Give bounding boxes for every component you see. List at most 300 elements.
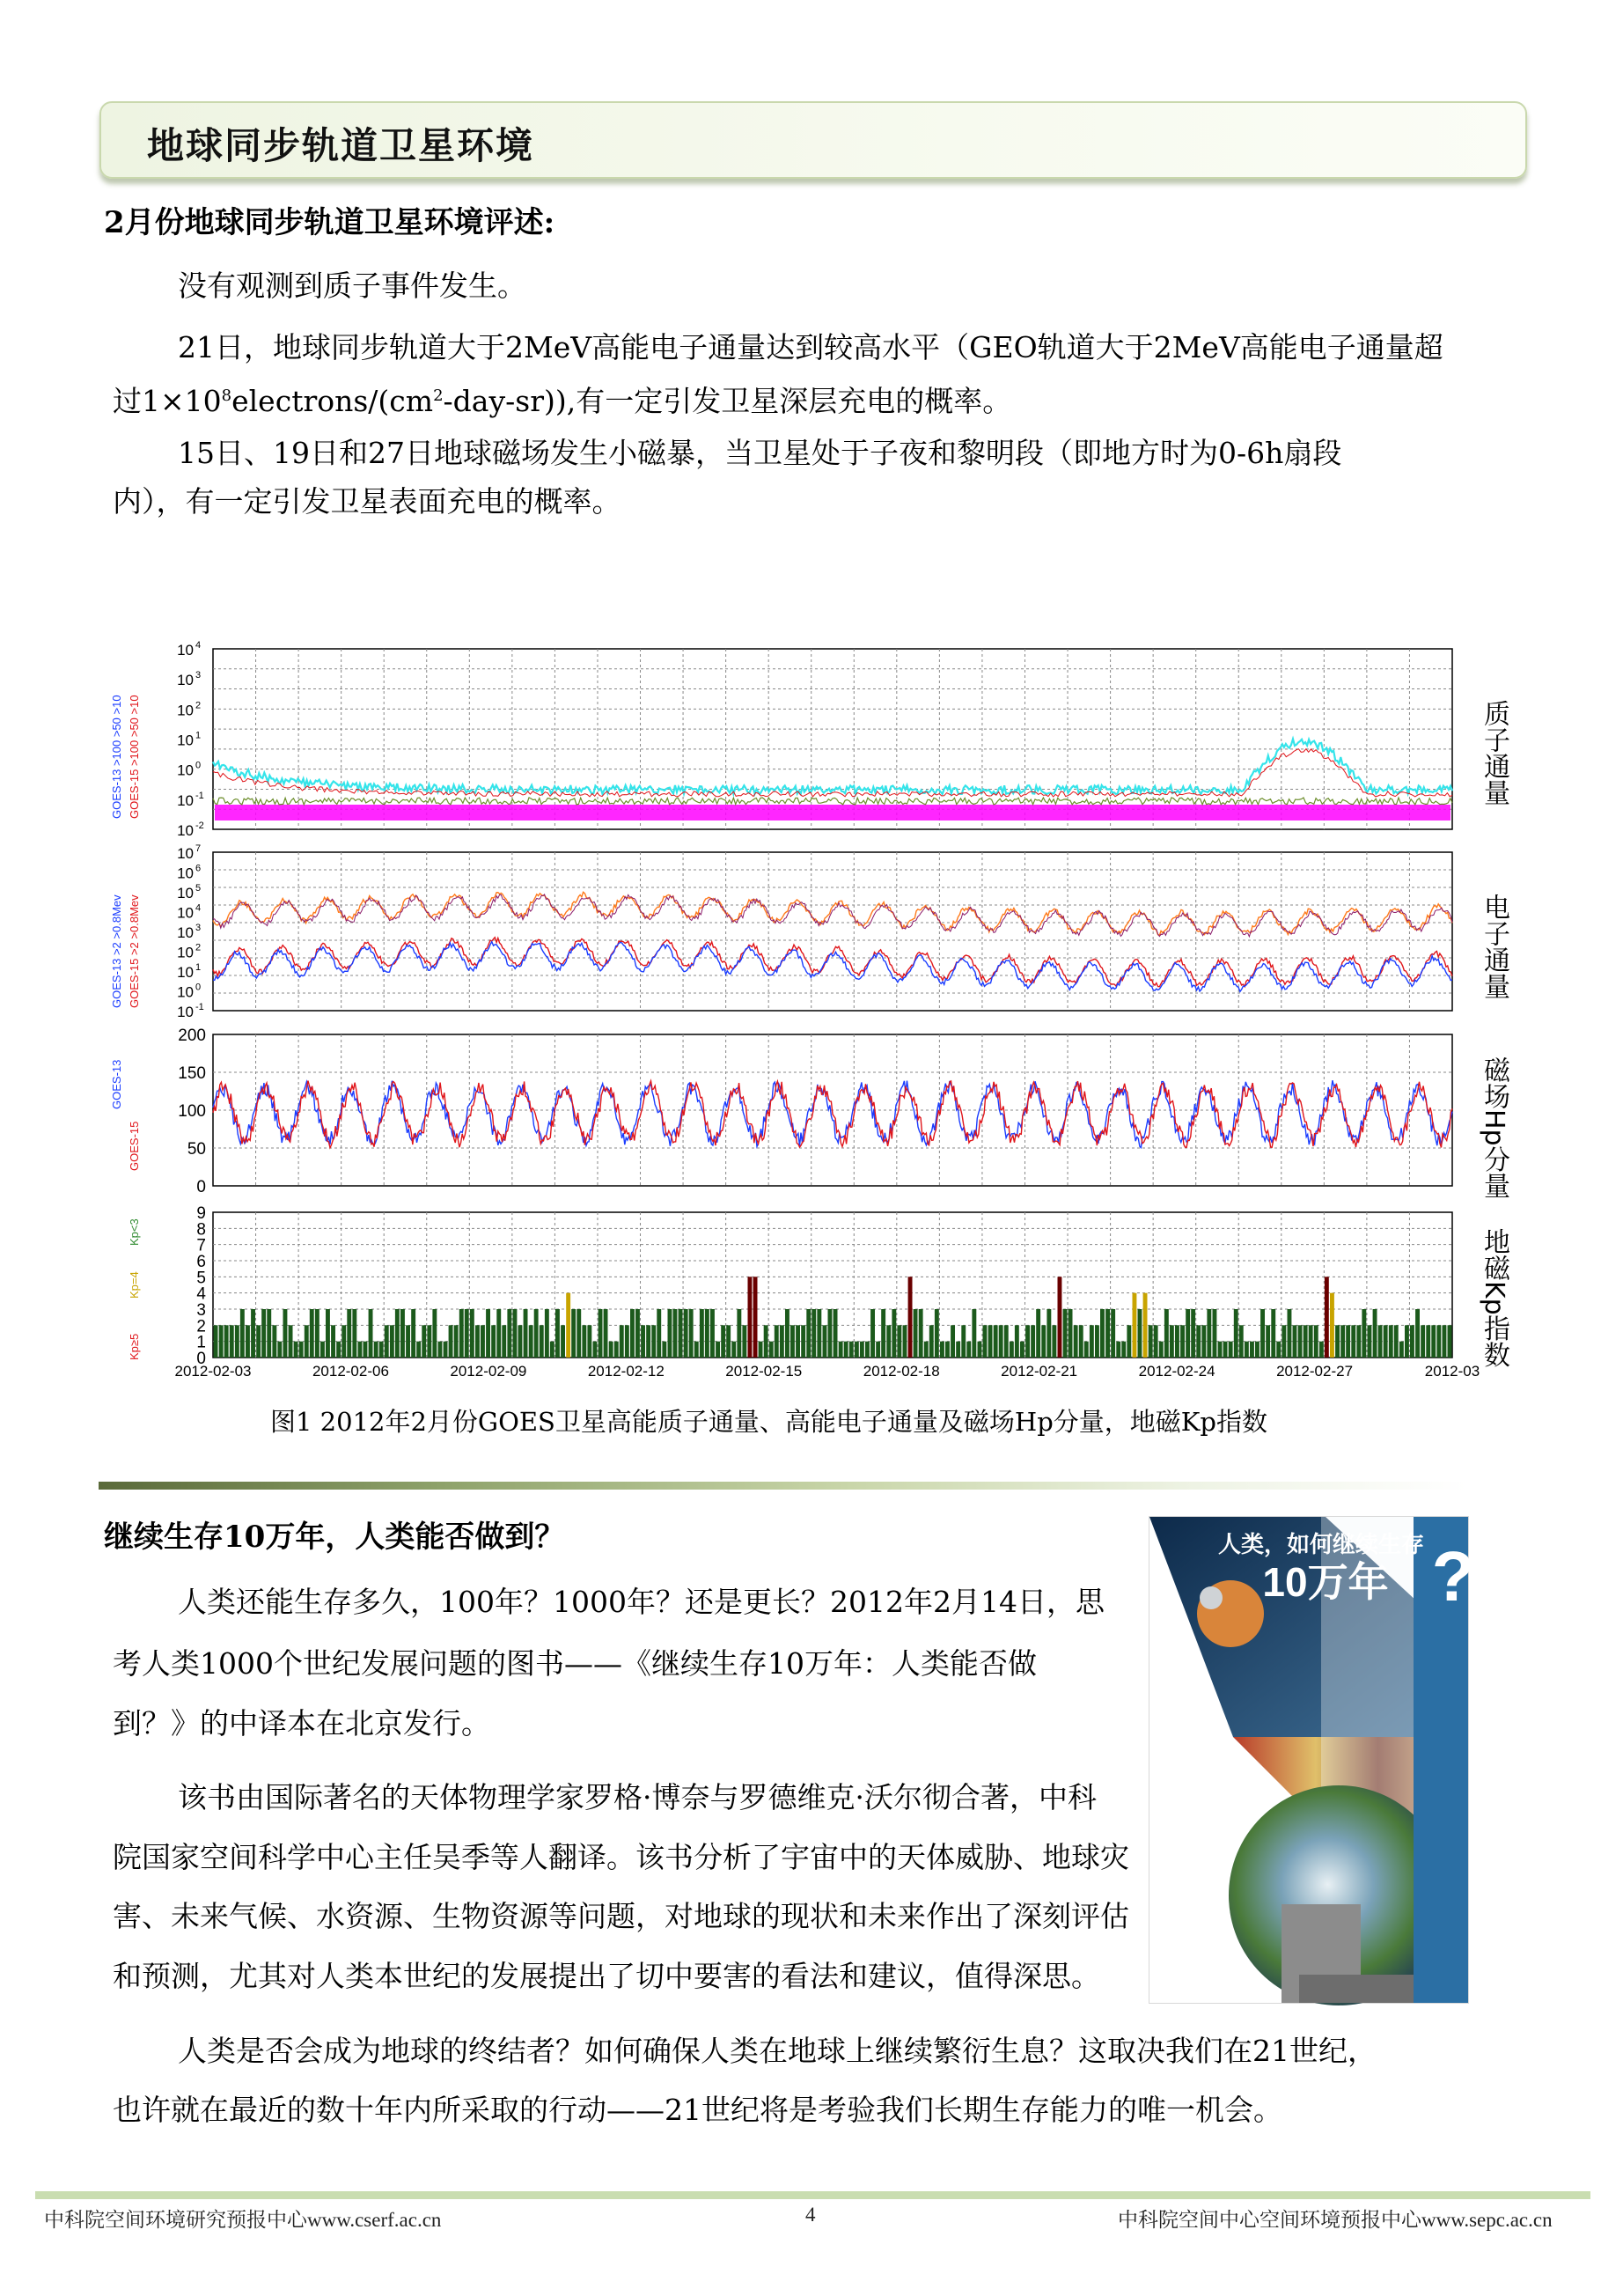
kp-bar [790,1325,795,1358]
proton-ytick-label: 10 [177,791,194,809]
kp-bar [352,1309,356,1358]
proton-ytick-label: 10 [177,702,194,719]
kp-bar [1159,1342,1164,1358]
kp-bar [454,1325,459,1358]
kp-bar [582,1325,586,1358]
electron-legend-goes13: GOES-13 >2 >0.8Mev [110,894,123,1008]
book-title-line2: 10万年 [1262,1559,1389,1605]
kp-panel-label: 地磁Kp指数 [1479,1228,1509,1368]
kp-bar [491,1325,496,1358]
article-p2-l1: 该书由国际著名的天体物理学家罗格·博奈与罗德维克·沃尔彻合著，中科 [178,1780,1097,1814]
electron-legend-goes15: GOES-15 >2 >0.8Mev [128,894,141,1008]
kp-bar [261,1309,266,1358]
page-number: 4 [805,2204,816,2226]
kp-bar [972,1309,976,1358]
kp-bar [716,1342,720,1358]
kp-bar [1180,1325,1185,1358]
kp-bar [1069,1309,1073,1358]
kp-bar [246,1325,250,1358]
article-p1-l3: 到？》的中译本在北京发行。 [113,1706,490,1740]
kp-bar [1196,1325,1201,1358]
kp-bar [914,1309,918,1358]
kp-bar [1229,1342,1233,1358]
kp-bar [336,1342,341,1358]
article-p2-l3: 害、未来气候、水资源、生物资源等问题，对地球的现状和未来作出了深刻评估 [113,1899,1129,1933]
kp-bar [459,1309,464,1358]
kp-bar [1443,1325,1447,1358]
kp-bar [924,1342,929,1358]
kp-bar [240,1309,245,1358]
book-title-line1: 人类，如何继续生存 [1217,1531,1425,1557]
kp-bar [449,1325,453,1358]
review-p3-line2: 内），有一定引发卫星表面充电的概率。 [113,484,621,519]
hp-legend-goes13: GOES-13 [110,1059,123,1109]
kp-bar [1405,1325,1409,1358]
review-p3-line1: 15日、19日和27日地球磁场发生小磁暴，当卫星处于子夜和黎明段（即地方时为0-6h扇段 [178,436,1342,470]
kp-bar [1164,1309,1169,1358]
review-p1: 没有观测到质子事件发生。 [178,269,526,303]
kp-bar [1325,1277,1329,1358]
book-cover-art [1149,1517,1475,2003]
kp-bar [700,1309,704,1358]
kp-ytick-label: 8 [196,1220,206,1240]
kp-bar [289,1325,293,1358]
kp-bar [1207,1309,1211,1358]
kp-bar [929,1325,934,1358]
kp-bar [1431,1325,1436,1358]
kp-bar [1250,1342,1254,1358]
kp-bar [540,1325,544,1358]
electron-panel-label: 电子通量 [1479,894,1509,999]
kp-bar [1426,1325,1430,1358]
kp-legend-lt3: Kp<3 [128,1218,141,1246]
footer-rule [35,2191,1590,2199]
kp-bar [1330,1293,1334,1358]
kp-bar [801,1325,805,1358]
kp-bar [486,1309,490,1358]
kp-bar [999,1325,1003,1358]
x-tick-label: 2012-02-21 [1001,1363,1078,1380]
kp-bar [599,1309,603,1358]
review-p2-line1: 21日，地球同步轨道大于2MeV高能电子通量达到较高水平（GEO轨道大于2MeV高能电子通量超 [178,330,1443,364]
review-p2-line2: 过$1\times 10^8electrons/(cm^2-day-sr)$),有一定引发卫星深层充电的概率。 [113,384,1012,418]
kp-ytick-label: 3 [196,1301,206,1320]
electron-ytick-label: 10 [177,1004,194,1020]
kp-bar [1058,1277,1062,1358]
kp-bar [956,1342,960,1358]
kp-bar [496,1309,501,1358]
electron-ytick-exp: 4 [195,902,202,914]
kp-bar [416,1342,421,1358]
proton-ytick-exp: -2 [195,821,204,831]
kp-bar [940,1342,944,1358]
kp-bar [1031,1325,1035,1358]
kp-bar [994,1325,998,1358]
space-weather-figure [101,629,1589,1395]
kp-bar [1239,1325,1244,1358]
kp-bar [566,1293,570,1358]
kp-ytick-label: 2 [196,1317,206,1336]
kp-bar [1010,1342,1014,1358]
article-p2-l4: 和预测，尤其对人类本世纪的发展提出了切中要害的看法和建议，值得深思。 [113,1959,1100,1993]
kp-bar [1448,1325,1452,1358]
kp-bar [1421,1325,1425,1358]
kp-bar [978,1342,982,1358]
kp-bar [545,1309,549,1358]
kp-bar [1170,1325,1174,1358]
electron-ytick-exp: -1 [195,1002,204,1012]
section-divider [99,1482,1467,1490]
kp-bar [1298,1325,1303,1358]
kp-bar [576,1309,581,1358]
electron-ytick-exp: 2 [195,942,202,953]
x-tick-label: 2012-02-15 [725,1363,803,1380]
kp-bar [1260,1309,1265,1358]
proton-ytick-exp: 1 [195,730,202,741]
electron-ytick-exp: 0 [195,982,202,993]
kp-bar [966,1342,971,1358]
kp-bar [331,1325,335,1358]
kp-bar [369,1309,373,1358]
kp-bar [1255,1342,1259,1358]
electron-ytick-exp: 7 [195,843,202,854]
kp-bar [1004,1325,1009,1358]
kp-bar [219,1325,224,1358]
kp-bar [1436,1325,1441,1358]
kp-bar [1415,1309,1420,1358]
hp-ytick-label: 150 [178,1064,206,1083]
kp-bar [561,1325,565,1358]
kp-bar [571,1309,576,1358]
kp-bar [513,1309,518,1358]
hp-ytick-label: 100 [178,1102,206,1121]
kp-bar [283,1309,288,1358]
kp-bar [432,1309,437,1358]
kp-bar [817,1309,821,1358]
kp-bar [860,1342,864,1358]
kp-bar [897,1325,901,1358]
kp-bar [1052,1325,1056,1358]
kp-bar [903,1325,907,1358]
kp-bar [1111,1309,1115,1358]
kp-ytick-label: 1 [196,1333,206,1352]
kp-bar [1138,1309,1142,1358]
kp-bar [518,1325,523,1358]
kp-bar [945,1342,950,1358]
kp-bar [1218,1342,1223,1358]
kp-bar [1116,1342,1120,1358]
kp-bar [785,1309,789,1358]
proton-panel-frame [213,649,1452,829]
kp-bar [886,1325,891,1358]
section-header [99,101,1527,179]
kp-bar [844,1342,848,1358]
kp-bar [299,1342,304,1358]
kp-bar [689,1309,694,1358]
kp-bar [390,1325,394,1358]
kp-bar [1020,1342,1024,1358]
kp-bar [876,1342,880,1358]
electron-ytick-label: 10 [177,944,194,961]
kp-bar [214,1325,218,1358]
x-tick-label: 2012-02-27 [1276,1363,1354,1380]
kp-bar [951,1325,955,1358]
x-tick-label: 2012-02-12 [587,1363,665,1380]
article-p2-l2: 院国家空间科学中心主任吴季等人翻译。该书分析了宇宙中的天体威胁、地球灾 [113,1840,1129,1874]
kp-bar [673,1309,678,1358]
kp-bar [961,1325,966,1358]
electron-ytick-exp: 3 [195,923,202,933]
kp-bar [668,1309,672,1358]
kp-bar [235,1325,239,1358]
proton-ytick-exp: -1 [195,790,204,801]
electron-ytick-label: 10 [177,845,194,862]
electron-ytick-label: 10 [177,885,194,901]
kp-bar [892,1309,896,1358]
kp-bar [855,1342,859,1358]
proton-ytick-exp: 4 [195,640,202,651]
kp-bar [1399,1342,1404,1358]
kp-bar [1293,1325,1297,1358]
kp-bar [780,1325,784,1358]
kp-bar [870,1309,875,1358]
kp-bar [1356,1325,1361,1358]
kp-bar [1090,1325,1094,1358]
kp-bar [1362,1309,1366,1358]
kp-bar [1025,1325,1030,1358]
kp-bar [1389,1325,1393,1358]
kp-bar [865,1342,870,1358]
kp-bar [908,1277,913,1358]
kp-bar [400,1309,405,1358]
kp-bar [1304,1325,1308,1358]
kp-bar [267,1309,271,1358]
kp-ytick-label: 6 [196,1253,206,1271]
kp-bar [635,1309,640,1358]
kp-bar [1100,1309,1105,1358]
kp-bar [1149,1325,1153,1358]
electron-ytick-label: 10 [177,964,194,981]
kp-ytick-label: 9 [196,1204,206,1223]
kp-bar [1041,1325,1046,1358]
kp-bar [230,1325,234,1358]
kp-bar [834,1309,838,1358]
kp-bar [881,1309,885,1358]
kp-bar [662,1342,666,1358]
kp-bar [1036,1309,1040,1358]
article-p3-l1: 人类是否会成为地球的终结者？如何确保人类在地球上继续繁衍生息？这取决我们在21世纪， [178,2034,1377,2068]
kp-bar [1074,1325,1078,1358]
proton-legend-goes13: GOES-13 >100 >50 >10 [110,695,123,819]
x-tick-label: 2012-02-09 [450,1363,527,1380]
kp-bar [694,1342,699,1358]
proton-legend-goes15: GOES-15 >100 >50 >10 [128,695,141,819]
kp-bar [502,1325,506,1358]
kp-bar [1384,1325,1388,1358]
kp-legend-ge5: Kp≥5 [128,1333,141,1360]
kp-bar [1079,1325,1083,1358]
kp-bar [609,1342,613,1358]
kp-bar [614,1342,619,1358]
kp-bar [919,1309,923,1358]
kp-bar [310,1309,314,1358]
kp-bar [529,1325,533,1358]
kp-bar [620,1325,624,1358]
kp-bar [256,1325,261,1358]
figure-caption: 图1 2012年2月份GOES卫星高能质子通量、高能电子通量及磁场Hp分量，地磁Kp指数 [270,1407,1267,1437]
article-heading: 继续生存10万年，人类能否做到？ [104,1520,565,1555]
kp-bar [1368,1325,1372,1358]
kp-bar [1394,1325,1399,1358]
kp-bar [524,1309,528,1358]
kp-bar [646,1325,650,1358]
kp-bar [731,1342,736,1358]
electron-panel-frame [213,852,1452,1011]
kp-bar [470,1309,474,1358]
kp-bar [1373,1309,1377,1358]
kp-bar [604,1309,608,1358]
proton-band-magenta [215,805,1450,821]
kp-bar [385,1325,389,1358]
kp-bar [224,1325,229,1358]
kp-bar [326,1309,330,1358]
kp-bar [1047,1309,1051,1358]
article-p1-l2: 考人类1000个世纪发展问题的图书——《继续生存10万年：人类能否做 [113,1646,1037,1681]
kp-bar [684,1309,688,1358]
kp-bar [679,1309,683,1358]
kp-bar [1133,1293,1137,1358]
kp-bar [748,1277,753,1358]
kp-bar [753,1277,758,1358]
kp-bar [625,1325,629,1358]
proton-ytick-label: 10 [177,672,194,689]
x-tick-label: 2012-03 [1424,1363,1480,1380]
footer-left: 中科院空间环境研究预报中心www.cserf.ac.cn [44,2209,442,2231]
x-tick-label: 2012-02-03 [174,1363,252,1380]
kp-bar [481,1325,485,1358]
article-p1-l1: 人类还能生存多久，100年？1000年？还是更长？2012年2月14日，思 [178,1585,1105,1619]
kp-bar [1282,1325,1286,1358]
kp-bar [849,1342,854,1358]
footer-right: 中科院空间中心空间环境预报中心www.sepc.ac.cn [1118,2209,1553,2231]
kp-bar [411,1309,415,1358]
kp-bar [1095,1325,1099,1358]
kp-bar [988,1325,993,1358]
kp-bar [550,1342,554,1358]
hp-legend-goes15: GOES-15 [128,1121,141,1171]
kp-bar [1186,1309,1190,1358]
kp-bar [1288,1309,1292,1358]
kp-bar [438,1342,443,1358]
x-tick-label: 2012-02-18 [863,1363,940,1380]
kp-bar [630,1309,635,1358]
kp-bar [742,1325,746,1358]
hp-panel-label: 磁场Hp分量 [1479,1056,1509,1199]
kp-bar [294,1342,298,1358]
kp-bar [507,1309,511,1358]
kp-ytick-label: 5 [196,1269,206,1288]
kp-bar [251,1309,255,1358]
review-heading: 2月份地球同步轨道卫星环境评述: [104,205,555,240]
kp-bar [1340,1325,1345,1358]
electron-ytick-label: 10 [177,924,194,941]
kp-bar [1143,1293,1148,1358]
kp-bar [341,1325,346,1358]
kp-bar [1234,1309,1238,1358]
kp-ytick-label: 7 [196,1236,206,1255]
electron-ytick-exp: 1 [195,962,202,973]
kp-bar [1084,1342,1089,1358]
kp-ytick-label: 0 [196,1350,206,1368]
kp-bar [1266,1325,1270,1358]
kp-bar [1245,1342,1249,1358]
kp-bar [1127,1325,1131,1358]
kp-bar [427,1325,431,1358]
kp-bar [1015,1325,1019,1358]
kp-bar [364,1342,368,1358]
kp-bar [651,1325,656,1358]
electron-ytick-label: 10 [177,865,194,882]
kp-bar [475,1325,480,1358]
kp-bar [315,1309,319,1358]
kp-bar [305,1325,309,1358]
kp-bar [277,1342,282,1358]
kp-bar [1063,1309,1068,1358]
kp-bar [374,1342,378,1358]
hp-ytick-label: 0 [196,1178,206,1196]
kp-bar [759,1342,763,1358]
kp-bar [444,1342,448,1358]
kp-bar [593,1342,598,1358]
x-tick-label: 2012-02-24 [1138,1363,1215,1380]
kp-bar [395,1309,400,1358]
kp-bar [1154,1325,1158,1358]
proton-ytick-exp: 0 [195,760,202,771]
kp-bar [1191,1309,1195,1358]
kp-bar [1319,1342,1324,1358]
proton-ytick-exp: 3 [195,670,202,681]
kp-bar [710,1309,715,1358]
kp-bar [935,1309,939,1358]
kp-bar [737,1309,741,1358]
kp-bar [465,1309,469,1358]
kp-bar [587,1325,591,1358]
kp-bar [358,1342,363,1358]
kp-bar [812,1309,816,1358]
kp-bar [320,1342,325,1358]
electron-ytick-label: 10 [177,983,194,1001]
electron-ytick-exp: 5 [195,883,202,894]
kp-bar [1351,1325,1355,1358]
kp-bar [1410,1325,1414,1358]
kp-bar [1223,1342,1228,1358]
electron-ytick-exp: 6 [195,863,202,874]
kp-bar [775,1325,779,1358]
kp-bar [828,1309,833,1358]
kp-bar [1175,1325,1179,1358]
kp-bar [839,1342,843,1358]
kp-bar [657,1309,661,1358]
kp-bar [1105,1309,1110,1358]
kp-bar [422,1325,426,1358]
kp-bar [806,1309,811,1358]
proton-ytick-label: 10 [177,732,194,749]
kp-bar [1213,1309,1217,1358]
kp-bar [406,1325,410,1358]
kp-bar [705,1309,709,1358]
x-tick-label: 2012-02-06 [312,1363,389,1380]
proton-ytick-label: 10 [177,762,194,779]
